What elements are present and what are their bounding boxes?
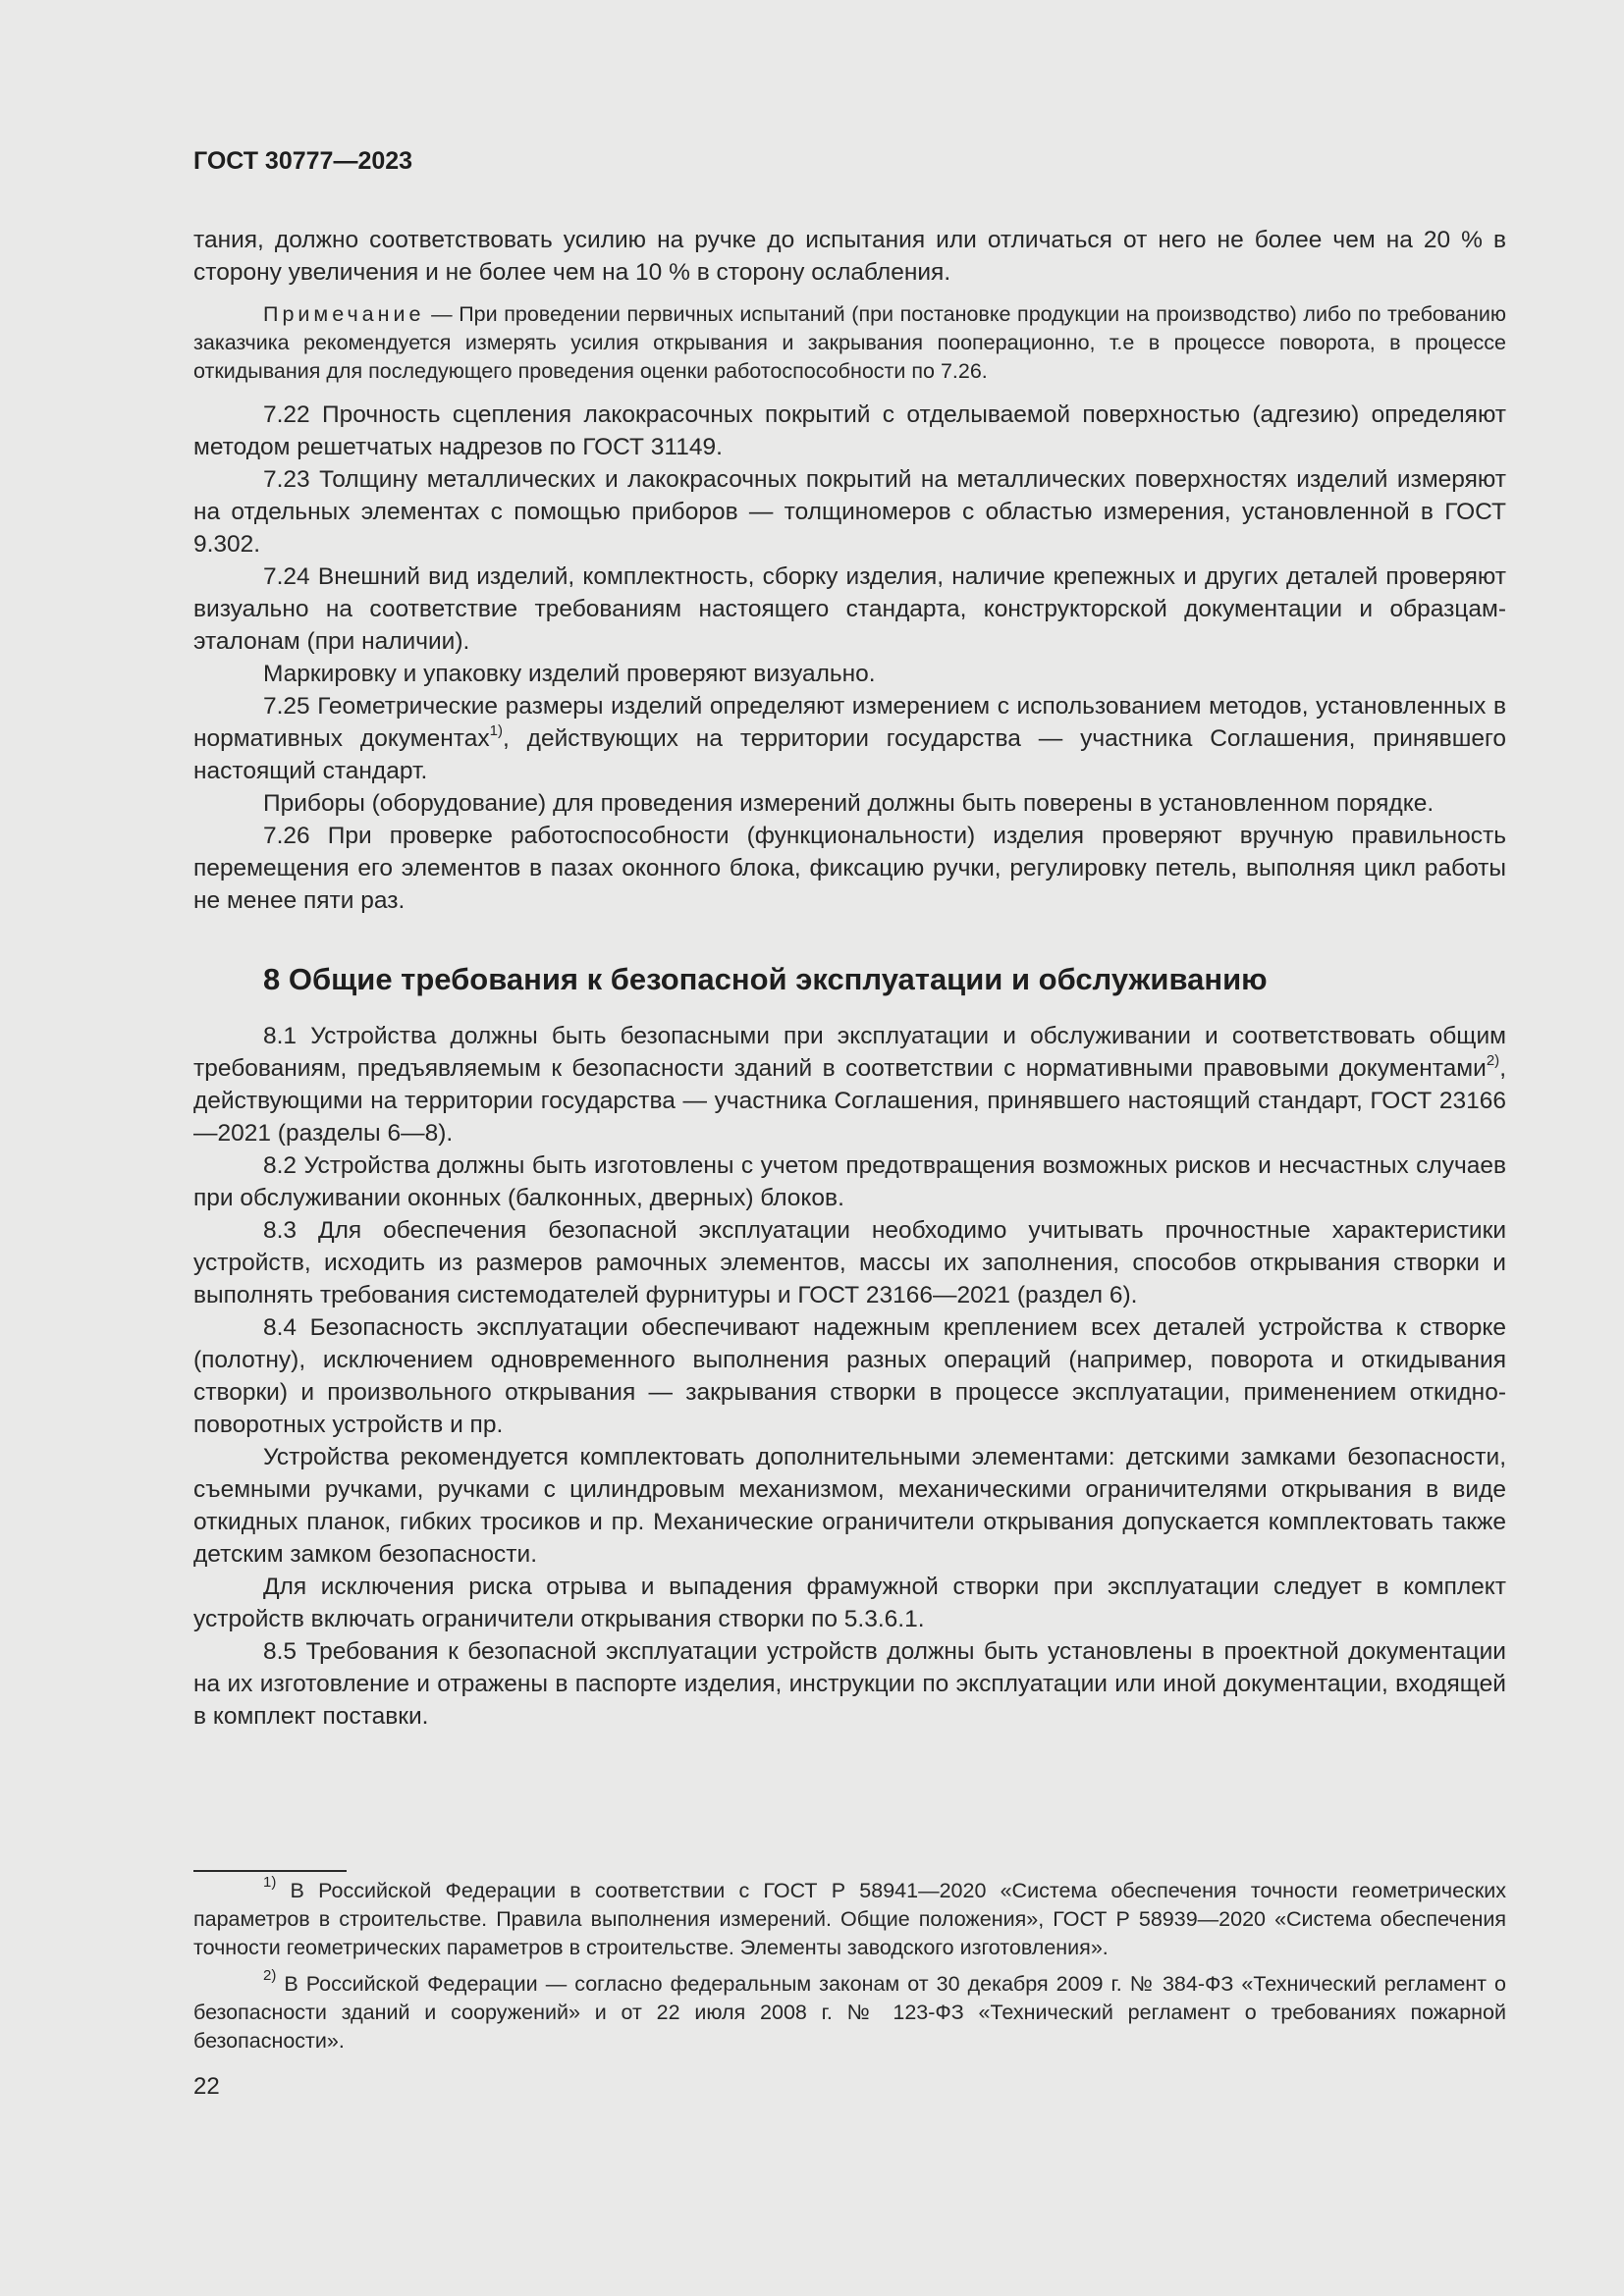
paragraph-7-24: 7.24 Внешний вид изделий, комплектность, сборку изделия, наличие крепежных и других деталей проверяют визуально на соответствие требованиям настоящего стандарта, конструкторской документации и образцам-эталонам (при наличии). <box>193 563 1506 655</box>
paragraph-8-4: 8.4 Безопасность эксплуатации обеспечивают надежным креплением всех деталей устройства к створке (полотну), исключением одновременного выполнения разных операций (например, поворота и откидывания створки) и произвольного открывания — закрывания створки в процессе эксплуатации, применением откидно-поворотных устройств и пр. <box>193 1314 1506 1438</box>
paragraph-8-5: 8.5 Требования к безопасной эксплуатации устройств должны быть установлены в проектной документации на их изготовление и отражены в паспорте изделия, инструкции по эксплуатации или иной документации, входящей в комплект поставки. <box>193 1638 1506 1730</box>
paragraph-8-1 <box>193 1020 1506 1149</box>
footnote-2 <box>193 1967 1506 2056</box>
footnote-mark-1: 1) <box>263 1874 277 1891</box>
footnote-mark-2: 2) <box>263 1967 277 1984</box>
footnote-text-1: В Российской Федерации в соответствии с ГОСТ Р 58941—2020 «Система обеспечения точности геометрических параметров в строительстве. Правила выполнения измерений. Общие положения», ГОСТ Р 58939—2020 «Система обеспечения точности геометрических параметров в строительстве. Элементы заводского изготовления». <box>193 1879 1506 1959</box>
paragraph-devices: Приборы (оборудование) для проведения измерений должны быть поверены в установленном порядке. <box>263 790 1435 817</box>
paragraph-8-1-text-b: , действующими на территории государства — участника Соглашения, принявшего настоящий стандарт, ГОСТ 23166—2021 (разделы 6—8). <box>193 1055 1506 1147</box>
footnotes <box>193 1874 1506 2063</box>
paragraph-8-2: 8.2 Устройства должны быть изготовлены с учетом предотвращения возможных рисков и несчастных случаев при обслуживании оконных (балконных, дверных) блоков. <box>193 1152 1506 1211</box>
document-body <box>193 224 1506 1733</box>
footnote-1 <box>193 1874 1506 1962</box>
paragraph-7-23: 7.23 Толщину металлических и лакокрасочных покрытий на металлических поверхностях изделий измеряют на отдельных элементах с помощью приборов — толщиномеров с областью измерения, установленной в ГОСТ 9.302. <box>193 466 1506 558</box>
paragraph-extra-elements: Устройства рекомендуется комплектовать дополнительными элементами: детскими замками безопасности, съемными ручками, ручками с цилиндровым механизмом, механическими ограничителями открывания в виде откидных планок, гибких тросиков и пр. Механические ограничители открывания допускается комплектовать также детским замком безопасности. <box>193 1444 1506 1568</box>
paragraph-7-22: 7.22 Прочность сцепления лакокрасочных покрытий с отделываемой поверхностью (адгезию) определяют методом решетчатых надрезов по ГОСТ 31149. <box>193 401 1506 460</box>
section-8-title: 8 Общие требования к безопасной эксплуатации и обслуживанию <box>263 962 1268 996</box>
paragraph-7-25-text-b: , действующих на территории государства — участника Соглашения, принявшего настоящий стандарт. <box>193 725 1507 784</box>
note <box>193 300 1506 386</box>
footnote-text-2: В Российской Федерации — согласно федеральным законам от 30 декабря 2009 г. № 384-ФЗ «Технический регламент о безопасности зданий и сооружений» и от 22 июля 2008 г. № 123-ФЗ «Технический регламент о требованиях пожарной безопасности». <box>193 1972 1506 2053</box>
paragraph-continuation: тания, должно соответствовать усилию на ручке до испытания или отличаться от него не более чем на 20 % в сторону увеличения и не более чем на 10 % в сторону ослабления. <box>193 227 1506 286</box>
note-text: — При проведении первичных испытаний (при постановке продукции на производство) либо по требованию заказчика рекомендуется измерять усилия открывания и закрывания пооперационно, т.е в процессе поворота, в процессе откидывания для последующего проведения оценки работоспособности по 7.26. <box>193 302 1506 383</box>
footnote-ref-2[interactable]: 2) <box>1486 1052 1500 1069</box>
paragraph-7-26: 7.26 При проверке работоспособности (функциональности) изделия проверяют вручную правильность перемещения его элементов в пазах оконного блока, фиксацию ручки, регулировку петель, выполняя цикл работы не менее пяти раз. <box>193 823 1506 914</box>
paragraph-7-25-text-a: 7.25 Геометрические размеры изделий определяют измерением с использованием методов, установленных в нормативных документах <box>193 693 1506 752</box>
note-label: Примечание <box>263 302 425 326</box>
footnote-divider <box>193 1870 347 1872</box>
paragraph-7-25 <box>193 690 1506 787</box>
paragraph-marking: Маркировку и упаковку изделий проверяют визуально. <box>263 661 876 687</box>
footnote-ref-1[interactable]: 1) <box>489 722 503 739</box>
paragraph-transom: Для исключения риска отрыва и выпадения фрамужной створки при эксплуатации следует в комплект устройств включать ограничители открывания створки по 5.3.6.1. <box>193 1574 1506 1632</box>
paragraph-8-3: 8.3 Для обеспечения безопасной эксплуатации необходимо учитывать прочностные характеристики устройств, исходить из размеров рамочных элементов, массы их заполнения, способов открывания створки и выполнять требования системодателей фурнитуры и ГОСТ 23166—2021 (раздел 6). <box>193 1217 1506 1308</box>
document-header: ГОСТ 30777—2023 <box>193 147 413 175</box>
paragraph-8-1-text-a: 8.1 Устройства должны быть безопасными при эксплуатации и обслуживании и соответствовать общим требованиям, предъявляемым к безопасности зданий в соответствии с нормативными правовыми документами <box>193 1023 1506 1082</box>
page-number: 22 <box>193 2073 220 2100</box>
